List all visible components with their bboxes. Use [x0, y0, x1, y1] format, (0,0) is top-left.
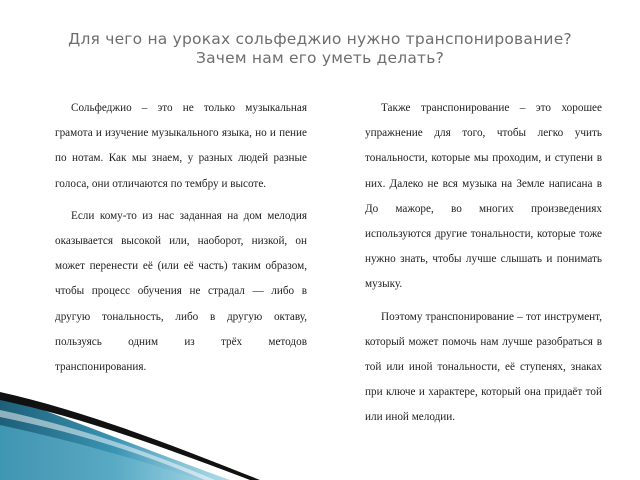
left-text-column	[55, 96, 307, 387]
paragraph: Также транспонирование – это хорошее упражнение для того, чтобы легко учить тональности, которые мы проходим, и ступени в них. Далеко не вся музыка на Земле написана в До мажоре, во многих произведениях используются другие тональности, которые тоже нужно знать, чтобы лучше слышать и понимать музыку.	[365, 102, 602, 291]
decorative-swoosh	[0, 370, 300, 480]
title-line-2: Зачем нам его уметь делать?	[195, 49, 445, 67]
paragraph: Поэтому транспонирование – тот инструмент, который может помочь нам лучше разобраться в той или иной тональности, её ступенях, знаках при ключе и характере, который она придаёт той или иной мелодии.	[365, 310, 602, 424]
paragraph: Если кому-то из нас заданная на дом мелодия оказывается высокой или, наоборот, низкой, он может перенести её (или её часть) таким образом, чтобы процесс обучения не страдал — либо в другую тональность, либо в другую октаву, пользуясь одним из трёх методов транспонирования.	[55, 209, 307, 374]
paragraph: Сольфеджио – это не только музыкальная грамота и изучение музыкального языка, но и пение по нотам. Как мы знаем, у разных людей разные голоса, они отличаются по тембру и высоте.	[55, 102, 307, 190]
right-text-column	[365, 96, 602, 438]
slide-title	[0, 30, 640, 68]
title-line-1: Для чего на уроках сольфеджио нужно транспонирование?	[68, 30, 572, 48]
